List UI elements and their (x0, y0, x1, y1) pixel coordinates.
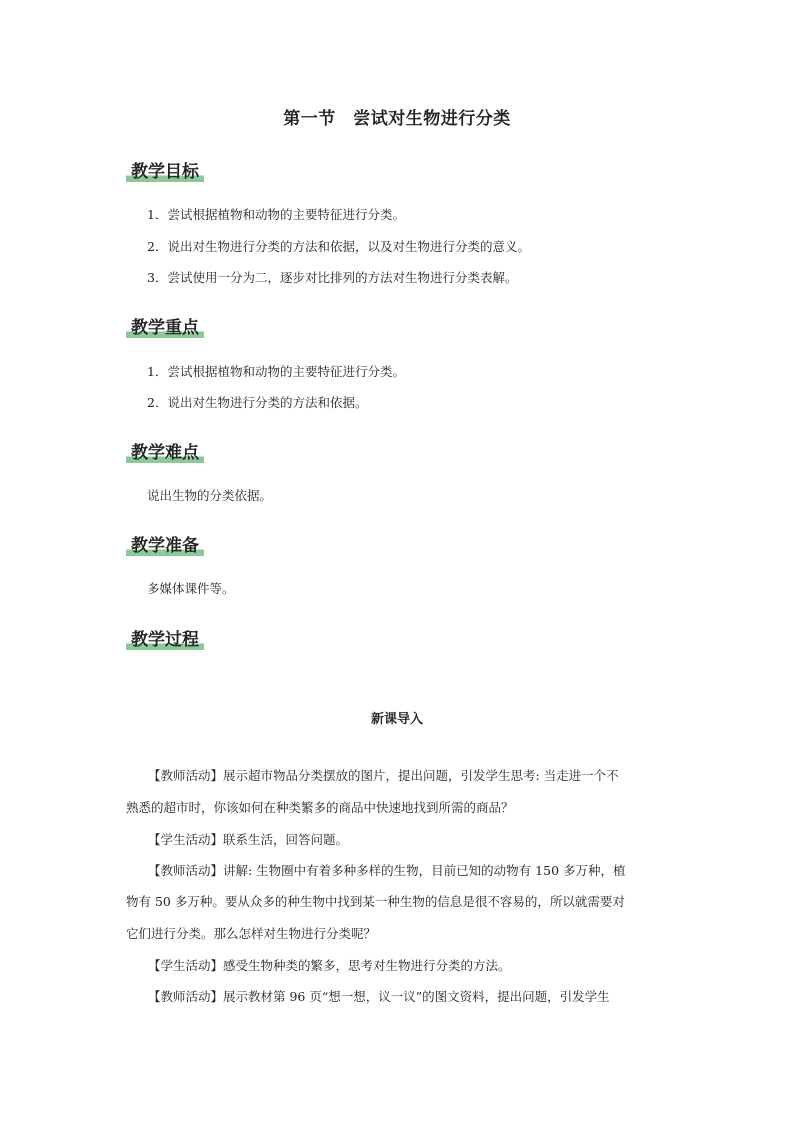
section-heading-difficulties: 教学难点 (126, 443, 204, 463)
key-point-item-1: 1．尝试根据植物和动物的主要特征进行分类。 (147, 364, 405, 379)
process-subheading: 新课导入 (370, 712, 423, 727)
section-heading-preparation: 教学准备 (126, 536, 204, 556)
paragraph-line: 【学生活动】联系生活，回答问题。 (148, 832, 349, 847)
page-title: 第一节 尝试对生物进行分类 (283, 109, 511, 129)
key-point-item-2: 2．说出对生物进行分类的方法和依据。 (147, 395, 368, 410)
goal-item-1: 1．尝试根据植物和动物的主要特征进行分类。 (147, 207, 405, 222)
paragraph-line: 【教师活动】讲解: 生物圈中有着多种多样的生物，目前已知的动物有 150 多万种，植 (148, 863, 626, 878)
goal-item-2: 2．说出对生物进行分类的方法和依据，以及对生物进行分类的意义。 (147, 239, 530, 254)
section-heading-goals: 教学目标 (126, 162, 204, 182)
paragraph-line: 【教师活动】展示教材第 96 页“想一想，议一议”的图文资料，提出问题，引发学生 (148, 989, 610, 1004)
section-heading-key-points: 教学重点 (126, 318, 204, 338)
preparation-text: 多媒体课件等。 (147, 581, 235, 596)
paragraph-line: 物有 50 多万种。要从众多的种生物中找到某一种生物的信息是很不容易的，所以就需要对 (126, 894, 625, 909)
difficulties-text: 说出生物的分类依据。 (147, 488, 273, 503)
paragraph-line: 它们进行分类。那么怎样对生物进行分类呢？ (126, 926, 377, 941)
paragraph-line: 熟悉的超市时，你该如何在种类繁多的商品中快速地找到所需的商品？ (126, 800, 514, 815)
paragraph-line: 【学生活动】感受生物种类的繁多，思考对生物进行分类的方法。 (148, 958, 511, 973)
section-heading-process: 教学过程 (126, 630, 204, 650)
goal-item-3: 3．尝试使用一分为二，逐步对比排列的方法对生物进行分类表解。 (147, 270, 518, 285)
paragraph-line: 【教师活动】展示超市物品分类摆放的图片，提出问题，引发学生思考: 当走进一个不 (148, 768, 619, 783)
